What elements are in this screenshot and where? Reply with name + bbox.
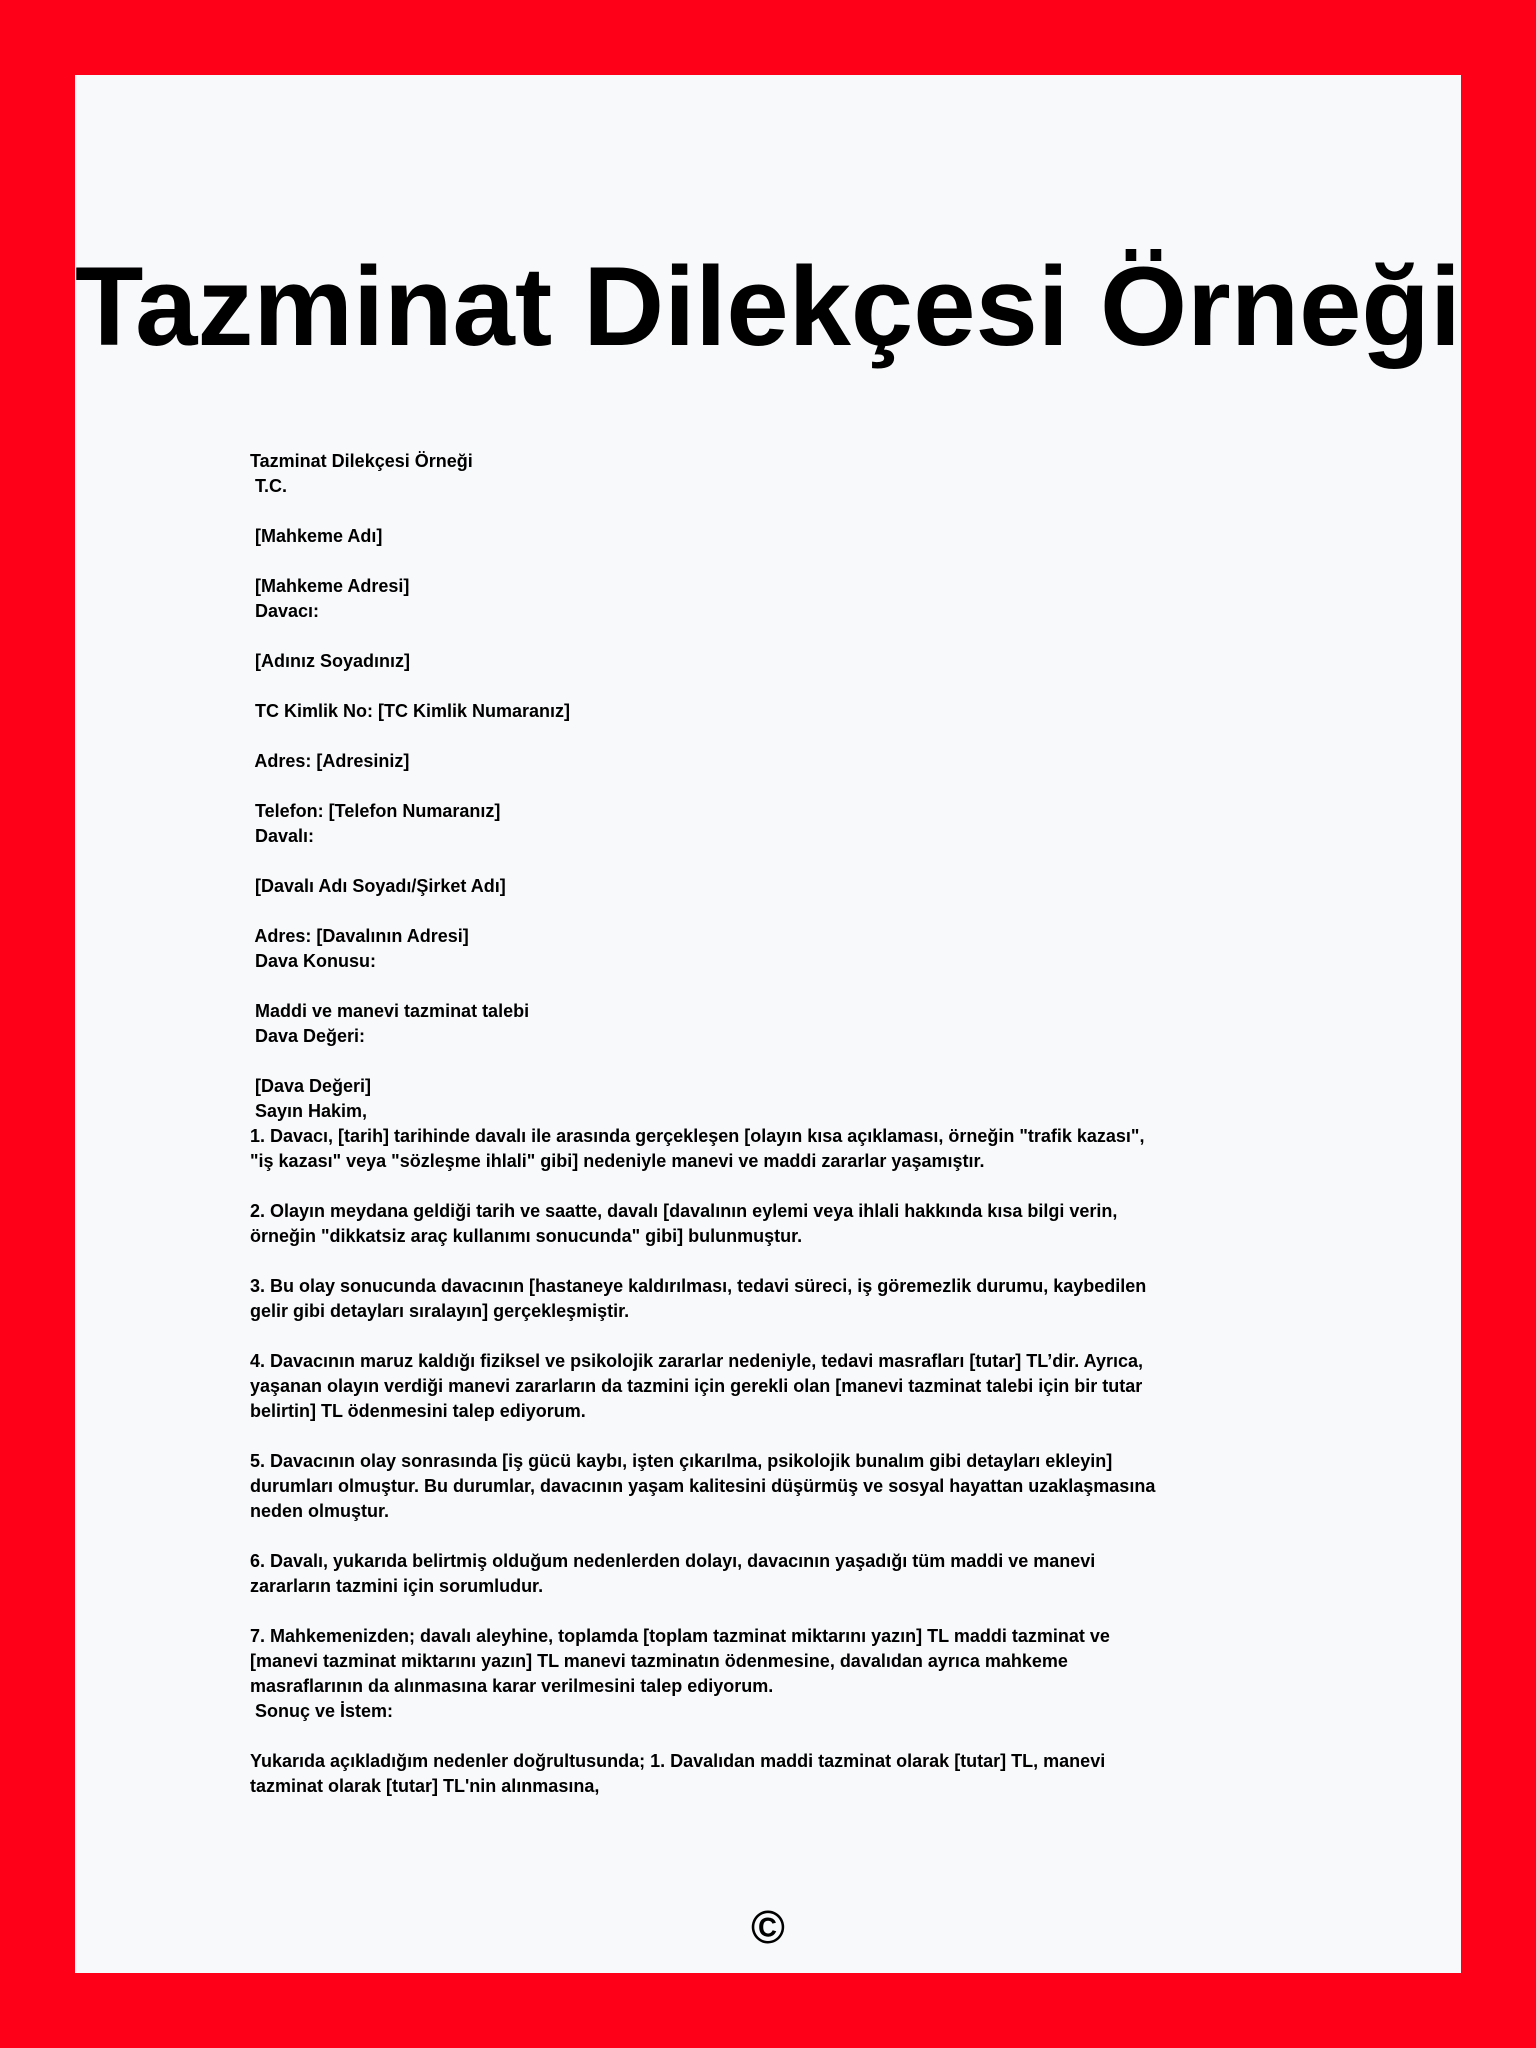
text-line: örneğin "dikkatsiz araç kullanımı sonucunda" gibi] bulunmuştur. bbox=[250, 1226, 803, 1246]
blank-line bbox=[250, 674, 1310, 699]
text-line: Sayın Hakim, bbox=[250, 1101, 368, 1121]
blank-line bbox=[250, 1249, 1310, 1274]
text-line: 6. Davalı, yukarıda belirtmiş olduğum nedenlerden dolayı, davacının yaşadığı tüm maddi ve manevi bbox=[250, 1551, 1096, 1571]
blank-line bbox=[250, 1049, 1310, 1074]
blank-line bbox=[250, 899, 1310, 924]
text-line: 1. Davacı, [tarih] tarihinde davalı ile arasında gerçekleşen [olayın kısa açıklaması, örneğin "trafik kazası", bbox=[250, 1126, 1145, 1146]
text-line: [Davalı Adı Soyadı/Şirket Adı] bbox=[250, 876, 506, 896]
text-line: Telefon: [Telefon Numaranız] bbox=[250, 801, 501, 821]
text-line: 7. Mahkemenizden; davalı aleyhine, toplamda [toplam tazminat miktarını yazın] TL maddi tazminat ve bbox=[250, 1626, 1110, 1646]
text-line: neden olmuştur. bbox=[250, 1501, 390, 1521]
blank-line bbox=[250, 499, 1310, 524]
text-line: Adres: [Davalının Adresi] bbox=[250, 926, 469, 946]
blank-line bbox=[250, 1174, 1310, 1199]
text-line: T.C. bbox=[250, 476, 288, 496]
text-line: durumları olmuştur. Bu durumlar, davacının yaşam kalitesini düşürmüş ve sosyal hayattan uzaklaşmasına bbox=[250, 1476, 1156, 1496]
text-line: yaşanan olayın verdiği manevi zararların da tazmini için gerekli olan [manevi tazminat talebi için bir tutar bbox=[250, 1376, 1143, 1396]
text-line: [Adınız Soyadınız] bbox=[250, 651, 410, 671]
text-line: Yukarıda açıkladığım nedenler doğrultusunda; 1. Davalıdan maddi tazminat olarak [tutar] TL, manevi bbox=[250, 1751, 1106, 1771]
text-line: [Mahkeme Adı] bbox=[250, 526, 383, 546]
text-line: TC Kimlik No: [TC Kimlik Numaranız] bbox=[250, 701, 571, 721]
blank-line bbox=[250, 1724, 1310, 1749]
text-line: [Mahkeme Adresi] bbox=[250, 576, 410, 596]
blank-line bbox=[250, 1524, 1310, 1549]
text-line: 3. Bu olay sonucunda davacının [hastaneye kaldırılması, tedavi süreci, iş göremezlik durumu, kaybedilen bbox=[250, 1276, 1147, 1296]
blank-line bbox=[250, 549, 1310, 574]
text-line: Adres: [Adresiniz] bbox=[250, 751, 410, 771]
copyright-icon: © bbox=[751, 1901, 785, 1953]
page-title: Tazminat Dilekçesi Örneği bbox=[75, 244, 1461, 369]
text-line: zararların tazmini için sorumludur. bbox=[250, 1576, 544, 1596]
text-line: "iş kazası" veya "sözleşme ihlali" gibi] nedeniyle manevi ve maddi zararlar yaşamıştır. bbox=[250, 1151, 985, 1171]
text-line: 2. Olayın meydana geldiği tarih ve saatte, davalı [davalının eylemi veya ihlali hakkında kısa bilgi verin, bbox=[250, 1201, 1118, 1221]
text-line: Sonuç ve İstem: bbox=[250, 1701, 394, 1721]
text-line: [manevi tazminat miktarını yazın] TL manevi tazminatın ödenmesine, davalıdan ayrıca mahkeme bbox=[250, 1651, 1068, 1671]
blank-line bbox=[250, 1324, 1310, 1349]
blank-line bbox=[250, 624, 1310, 649]
text-line: Davalı: bbox=[250, 826, 315, 846]
text-line: tazminat olarak [tutar] TL'nin alınmasına, bbox=[250, 1776, 600, 1796]
text-line: [Dava Değeri] bbox=[250, 1076, 372, 1096]
text-line: 5. Davacının olay sonrasında [iş gücü kaybı, işten çıkarılma, psikolojik bunalım gibi detayları ekleyin] bbox=[250, 1451, 1113, 1471]
petition-body bbox=[250, 449, 1310, 1799]
text-line: Maddi ve manevi tazminat talebi bbox=[250, 1001, 530, 1021]
text-line: 4. Davacının maruz kaldığı fiziksel ve psikolojik zararlar nedeniyle, tedavi masrafları [tutar] TL’dir. Ayrıca, bbox=[250, 1351, 1144, 1371]
blank-line bbox=[250, 774, 1310, 799]
text-line: gelir gibi detayları sıralayın] gerçekleşmiştir. bbox=[250, 1301, 630, 1321]
blank-line bbox=[250, 974, 1310, 999]
text-line: Dava Konusu: bbox=[250, 951, 377, 971]
blank-line bbox=[250, 849, 1310, 874]
blank-line bbox=[250, 724, 1310, 749]
text-line: Davacı: bbox=[250, 601, 320, 621]
blank-line bbox=[250, 1424, 1310, 1449]
text-line: Dava Değeri: bbox=[250, 1026, 366, 1046]
text-line: masraflarının da alınmasına karar verilmesini talep ediyorum. bbox=[250, 1676, 774, 1696]
text-line: belirtin] TL ödenmesini talep ediyorum. bbox=[250, 1401, 586, 1421]
text-line: Tazminat Dilekçesi Örneği bbox=[250, 451, 473, 471]
blank-line bbox=[250, 1599, 1310, 1624]
